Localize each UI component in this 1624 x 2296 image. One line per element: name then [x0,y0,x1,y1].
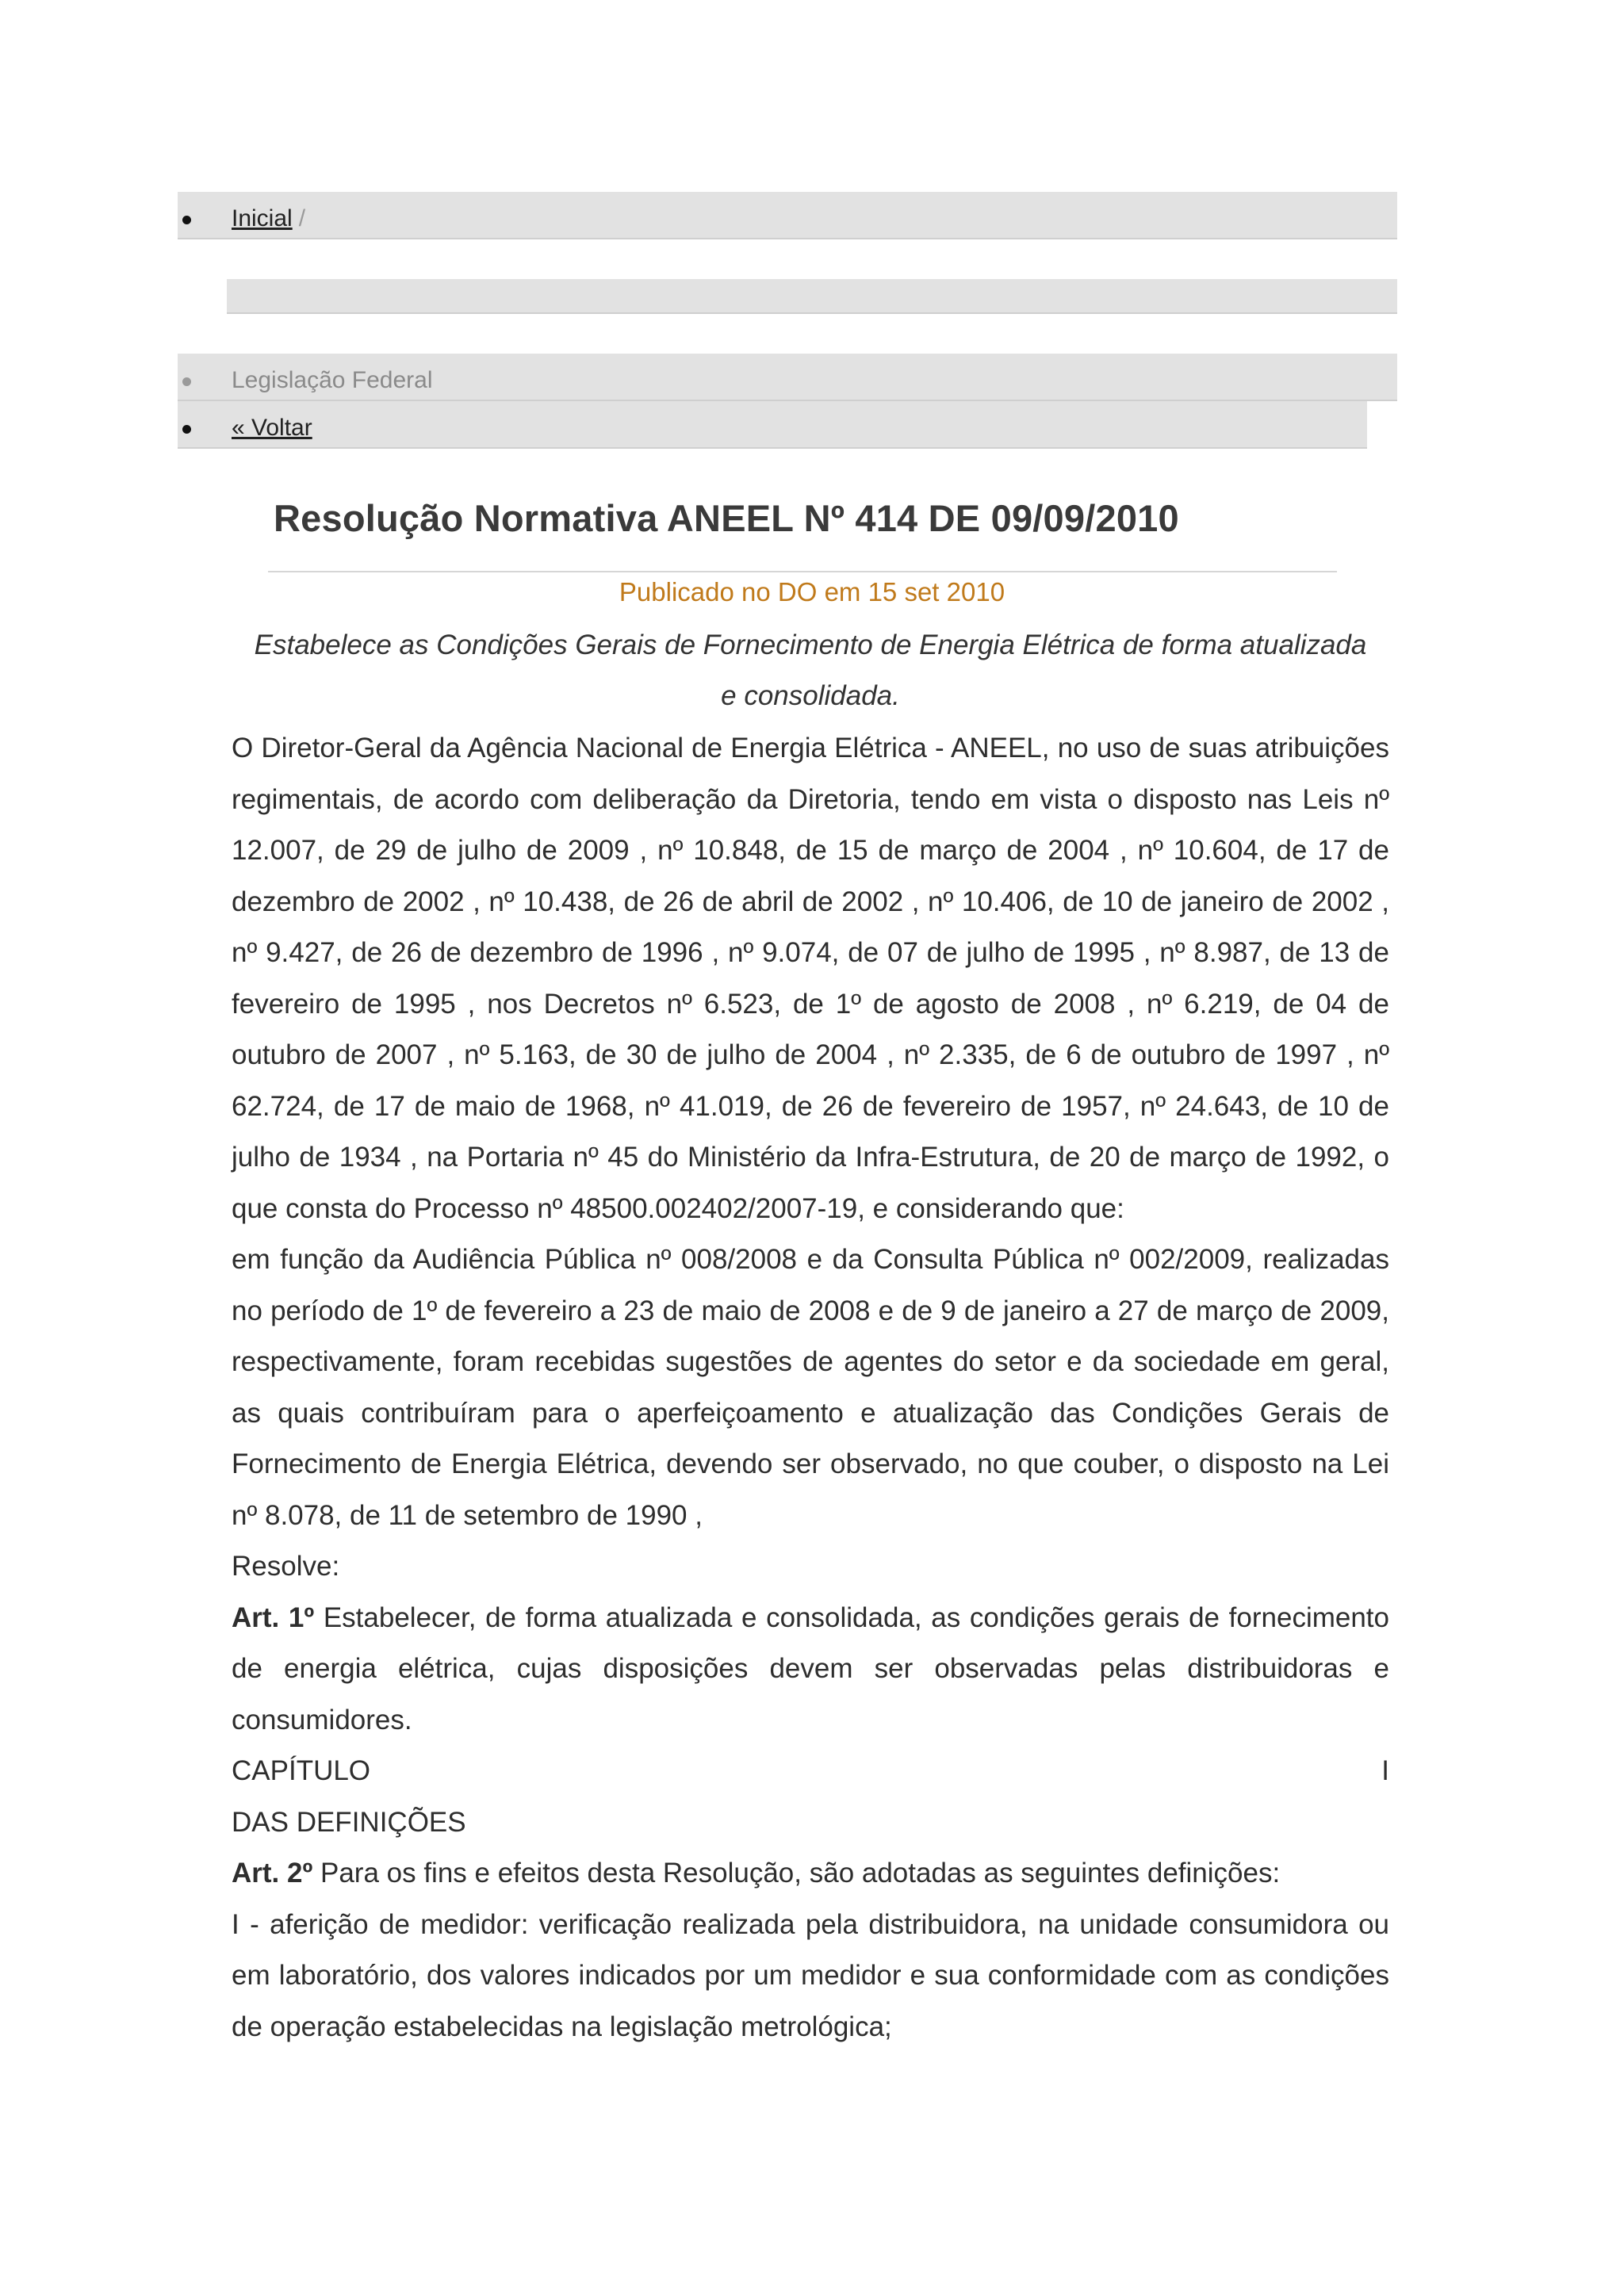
article-2-text: Para os fins e efeitos desta Resolução, são adotadas as seguintes definições: [320,1858,1281,1888]
title-divider [268,571,1337,572]
back-link[interactable]: « Voltar [232,415,312,441]
chapter-number: I [1381,1755,1389,1786]
breadcrumb-home-link[interactable]: Inicial [232,205,293,232]
chapter-word: CAPÍTULO [232,1755,371,1786]
breadcrumb-bar-empty [227,279,1397,314]
breadcrumb-section: Legislação Federal [232,367,433,393]
bullet-icon [182,377,191,386]
definition-item-i: I - aferição de medidor: verificação realizada pela distribuidora, na unidade consumidora ou em laboratório, dos valores indicados por um medidor e sua conformidade com as condições de operação estabelecidas na legislação metrológica; [232,1908,1389,2042]
ementa-line-1: Estabelece as Condições Gerais de Fornecimento de Energia Elétrica de forma atualizada [254,629,1367,660]
considering-paragraph: em função da Audiência Pública nº 008/2008 e da Consulta Pública nº 002/2009, realizadas no período de 1º de fevereiro a 23 de maio de 2008 e de 9 de janeiro a 27 de março de 2009, respectivamente, foram recebidas sugestões de agentes do setor e da sociedade em geral, as quais contribuíram para o aperfeiçoamento e atualização das Condições Gerais de Fornecimento de Energia Elétrica, devendo ser observado, no que couber, o disposto na Lei nº 8.078, de 11 de setembro de 1990 , [232,1244,1389,1531]
ementa-line-2: e consolidada. [721,680,900,711]
resolve-paragraph: Resolve: [232,1551,340,1582]
article-1-label: Art. 1º [232,1601,315,1633]
page-title: Resolução Normativa ANEEL Nº 414 DE 09/09/2010 [274,497,1179,539]
breadcrumb [232,205,305,233]
preamble-paragraph: O Diretor-Geral da Agência Nacional de Energia Elétrica - ANEEL, no uso de suas atribuições regimentais, de acordo com deliberação da Diretoria, tendo em vista o disposto nas Leis nº 12.007, de 29 de julho de 2009 , nº 10.848, de 15 de março de 2004 , nº 10.604, de 17 de dezembro de 2002 , nº 10.438, de 26 de abril de 2002 , nº 10.406, de 10 de janeiro de 2002 , nº 9.427, de 26 de dezembro de 1996 , nº 9.074, de 07 de julho de 1995 , nº 8.987, de 13 de fevereiro de 1995 , nos Decretos nº 6.523, de 1º de agosto de 2008 , nº 6.219, de 04 de outubro de 2007 , nº 5.163, de 30 de julho de 2004 , nº 2.335, de 6 de outubro de 1997 , nº 62.724, de 17 de maio de 1968, nº 41.019, de 26 de fevereiro de 1957, nº 24.643, de 10 de julho de 1934 , na Portaria nº 45 do Ministério da Infra-Estrutura, de 20 de março de 1992, o que consta do Processo nº 48500.002402/2007-19, e considerando que: [232,733,1389,1224]
bullet-icon [182,216,191,224]
chapter-title: DAS DEFINIÇÕES [232,1806,466,1838]
ementa [232,620,1389,721]
chapter-heading [232,1746,1389,1797]
bullet-icon [182,425,191,434]
back-bar [178,401,1367,449]
breadcrumb-bar-home [178,192,1397,239]
breadcrumb-separator: / [298,205,306,232]
article-2 [232,1848,1389,1900]
article-2-label: Art. 2º [232,1858,313,1888]
article-1-text: Estabelecer, de forma atualizada e consolidada, as condições gerais de fornecimento de energia elétrica, cujas disposições devem ser observadas pelas distribuidoras e consumidores. [232,1601,1389,1735]
publication-info: Publicado no DO em 15 set 2010 [619,577,1005,607]
back-link-container [232,414,312,442]
article-1 [232,1593,1389,1747]
document-body [232,723,1389,2053]
